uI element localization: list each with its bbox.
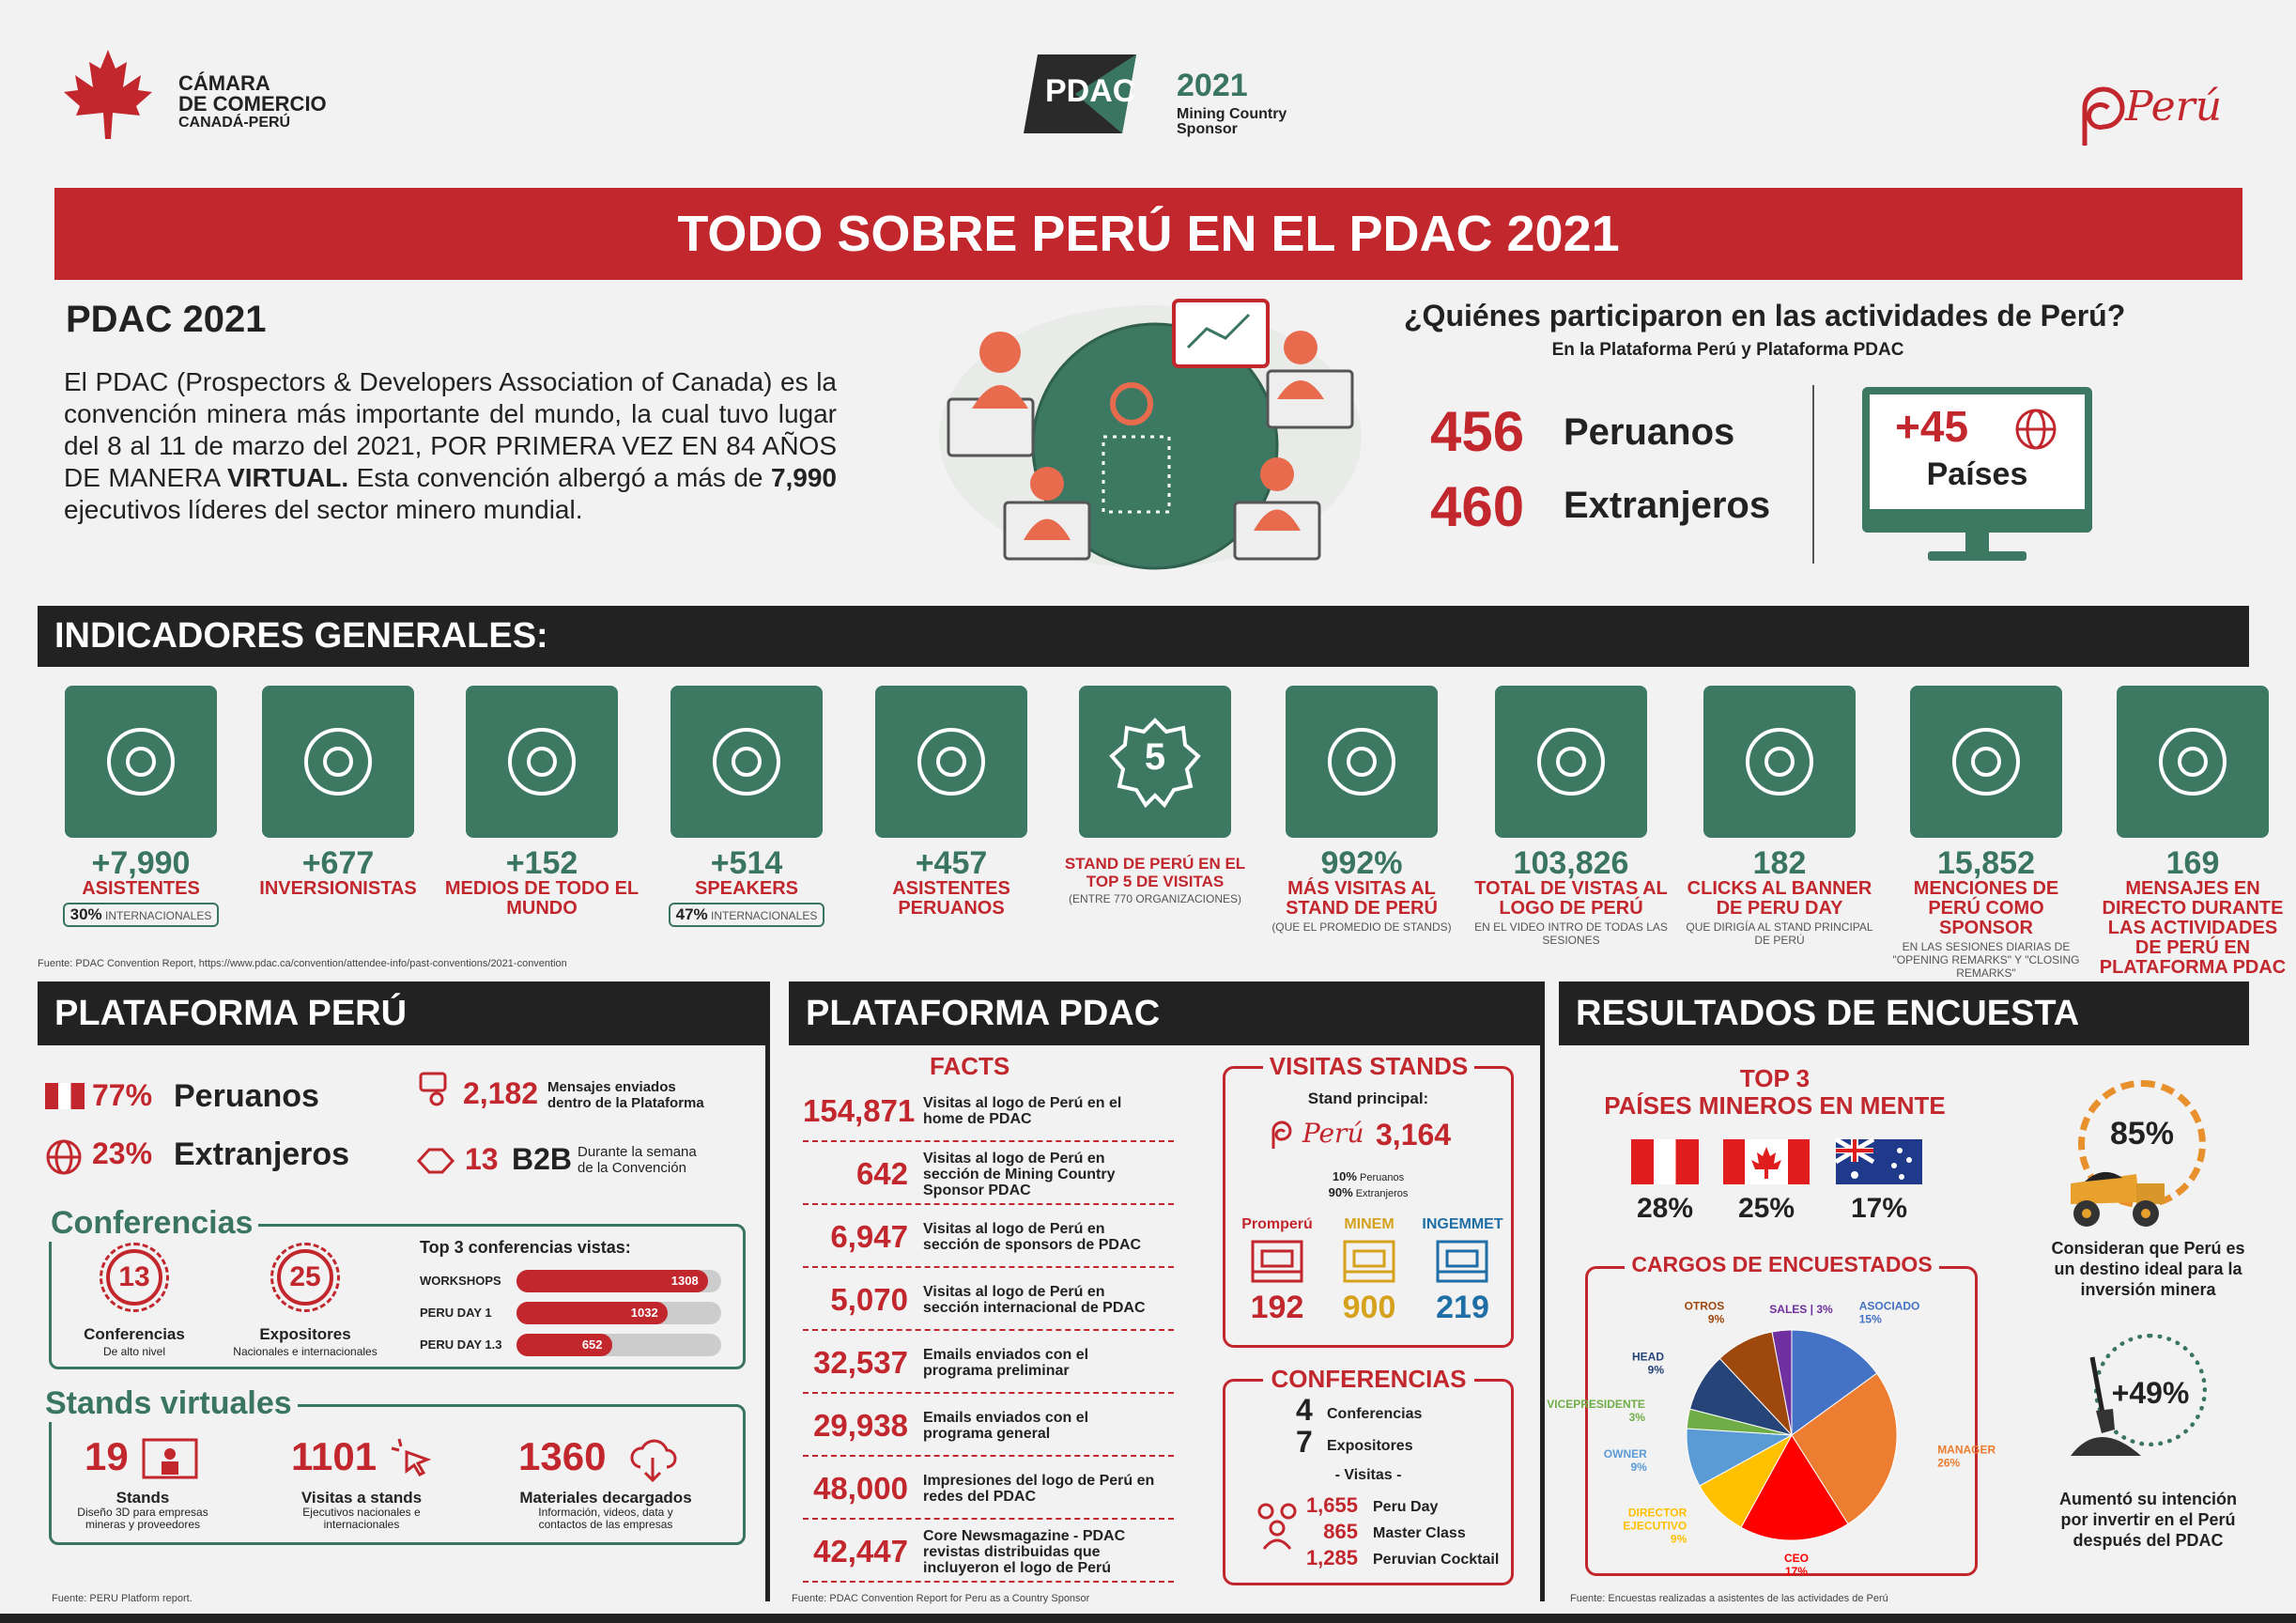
pp-b2b-label: B2B <box>512 1142 573 1176</box>
indicator-2 <box>239 686 437 899</box>
pie-label-line: DIRECTOR <box>1627 1506 1687 1520</box>
indicator-value: 15,852 <box>1937 845 2035 881</box>
indicator-4 <box>648 686 845 927</box>
indicator-value: 182 <box>1752 845 1807 881</box>
pie-label <box>1547 1398 1645 1424</box>
pdac-conf-title: CONFERENCIAS <box>1263 1365 1474 1394</box>
pie-label-line: 17% <box>1784 1564 1808 1578</box>
australia-flag-icon <box>1836 1139 1922 1184</box>
indicator-value: 992% <box>1320 845 1403 881</box>
intro-heading: PDAC 2021 <box>66 299 267 340</box>
peruanos-number: 456 <box>1430 400 1525 463</box>
paises-number: +45 <box>1895 402 1969 451</box>
pie-label-line: 9% <box>1670 1532 1687 1546</box>
indicator-label: MEDIOS DE TODO EL MUNDO <box>444 878 639 919</box>
fact-text: Core Newsmagazine - PDAC revistas distribuidas que incluyeron el logo de Perú <box>923 1527 1126 1576</box>
fact-number: 29,938 <box>813 1408 908 1443</box>
indicator-9 <box>1681 686 1878 947</box>
peru-logo <box>2071 85 2240 150</box>
indicator-label: MÁS VISITAS AL STAND DE PERÚ <box>1286 878 1438 919</box>
fact-number: 42,447 <box>813 1534 908 1569</box>
pdac-v3-number: 1,285 <box>1305 1546 1358 1569</box>
intro-p2: Esta convención albergó a más de <box>348 463 771 492</box>
indicator-label: MENSAJES EN DIRECTO DURANTE LAS ACTIVIDADES DE PERÚ EN PLATAFORMA PDAC <box>2099 878 2287 978</box>
pdac-v2-label: Master Class <box>1373 1525 1466 1541</box>
pct-peruanos-label: Peruanos <box>1360 1172 1405 1183</box>
pdac-exp-label: Expositores <box>1327 1438 1413 1454</box>
indicadores-source: Fuente: PDAC Convention Report, https://www.pdac.ca/convention/attendee-info/past-conventions/2021-convention <box>38 958 567 969</box>
indicator-label: TOTAL DE VISTAS AL LOGO DE PERÚ <box>1474 878 1668 919</box>
indicator-value: +514 <box>710 845 783 881</box>
fact-text: Visitas al logo de Perú en sección de Mining Country Sponsor PDAC <box>923 1150 1116 1198</box>
fact-text: Emails enviados con el programa preliminar <box>923 1347 1089 1379</box>
pct-australia: 17% <box>1850 1193 1908 1224</box>
indicator-value: +7,990 <box>91 845 191 881</box>
pp-st1-number: 19 <box>85 1434 129 1478</box>
intencion-label: Aumentó su intención por invertir en el Perú después del PDAC <box>2059 1490 2237 1550</box>
divider <box>765 982 770 1601</box>
plataforma-peru-title: PLATAFORMA PERÚ <box>38 982 765 1045</box>
pdac-conf-number: 4 <box>1296 1393 1313 1427</box>
peruanos-label: Peruanos <box>1564 411 1735 453</box>
cargos-title: CARGOS DE ENCUESTADOS <box>1625 1252 1939 1277</box>
indicator-10 <box>1888 686 2085 980</box>
tile-5-text: 5 <box>1144 736 1166 778</box>
pp-conf-label: Conferencias <box>84 1325 185 1343</box>
camara-line1: CÁMARA <box>178 71 270 95</box>
extranjeros-number: 460 <box>1430 475 1525 538</box>
pp-extranjeros-pct: 23% <box>92 1136 153 1170</box>
growth-chart-icon <box>1286 686 1438 838</box>
booth-icon <box>1341 1238 1397 1285</box>
pie-label-line: 3% <box>1628 1410 1645 1424</box>
indicator-6 <box>1056 686 1254 905</box>
indicator-value: +457 <box>915 845 988 881</box>
pdac-visitas-label: - Visitas - <box>1334 1467 1402 1483</box>
handshake-icon <box>416 1144 455 1176</box>
pie-label-line: SALES | 3% <box>1769 1303 1833 1316</box>
pct-peru: 28% <box>1636 1193 1694 1224</box>
pp-st2-label: Visitas a stands <box>300 1489 423 1507</box>
pie-label-line: ASOCIADO <box>1858 1299 1920 1313</box>
top3-bar <box>516 1334 721 1356</box>
fact-number: 642 <box>855 1156 908 1191</box>
fact-row <box>803 1523 1174 1583</box>
stand-promperu-number: 192 <box>1250 1290 1304 1325</box>
globe-icon <box>45 1138 83 1176</box>
pie-label <box>1623 1506 1687 1545</box>
mining-truck-icon <box>2066 1165 2169 1230</box>
stand-ingemmet-label: INGEMMET <box>1422 1216 1503 1232</box>
top3-name: WORKSHOPS <box>420 1274 501 1288</box>
indicator-label: MENCIONES DE PERÚ COMO SPONSOR <box>1913 878 2059 938</box>
fact-row <box>803 1208 1174 1268</box>
peru-map-icon <box>875 686 1027 838</box>
fact-number: 6,947 <box>830 1219 908 1254</box>
paises-label: Países <box>1926 456 2028 492</box>
pp-b2b-l1: Durante la semana <box>578 1144 697 1160</box>
pie-label-line: 9% <box>1707 1312 1725 1326</box>
pct-peruanos <box>1223 1169 1514 1183</box>
pie-label-line: 9% <box>1647 1363 1665 1377</box>
pdac-exp-number: 7 <box>1296 1425 1313 1459</box>
pdac-sponsor1: Mining Country <box>1177 106 1287 122</box>
pie-label-line: CEO <box>1783 1551 1809 1565</box>
top3-name: PERU DAY 1 <box>420 1306 492 1320</box>
pie-label <box>1769 1303 1833 1316</box>
pp-conf-number: 13 <box>118 1261 150 1292</box>
pie-label-line: VICEPRESIDENTE <box>1547 1397 1645 1411</box>
fact-text: Impresiones del logo de Perú en redes del PDAC <box>923 1473 1155 1505</box>
speakers-icon <box>670 686 823 838</box>
pp-st1-label: Stands <box>116 1489 170 1507</box>
top3-bar-fill: 1308 <box>516 1270 708 1292</box>
camara-logo <box>61 45 362 144</box>
pie-label-line: OTROS <box>1684 1299 1725 1313</box>
cloud-download-icon <box>627 1437 678 1484</box>
pp-exp-sub: Nacionales e internacionales <box>233 1345 378 1358</box>
virtual-meeting-illustration <box>930 296 1371 582</box>
indicator-pill <box>63 903 220 927</box>
indicator-label: CLICKS AL BANNER DE PERU DAY <box>1687 878 1872 919</box>
indicator-11 <box>2094 686 2291 978</box>
fact-number: 154,871 <box>803 1093 916 1128</box>
pill-label: INTERNACIONALES <box>707 909 818 922</box>
fact-number: 5,070 <box>830 1282 908 1317</box>
peru-spiral-icon <box>1268 1121 1294 1151</box>
monitor-icon <box>1862 387 2092 561</box>
top3-bar <box>516 1302 721 1324</box>
pill-label: INTERNACIONALES <box>101 909 212 922</box>
intro-ejecutivos: 7,990 <box>770 463 838 492</box>
extranjeros-label: Extranjeros <box>1564 485 1771 526</box>
pdac-conf-label: Conferencias <box>1327 1406 1423 1422</box>
stand-presenter-icon <box>141 1437 199 1482</box>
pp-conf-sub: De alto nivel <box>102 1345 166 1358</box>
pp-mensajes-number: 2,182 <box>463 1076 539 1110</box>
fact-text: Emails enviados con el programa general <box>923 1410 1089 1442</box>
pp-top3-title: Top 3 conferencias vistas: <box>420 1238 631 1257</box>
participants-sub: En la Plataforma Perú y Plataforma PDAC <box>1551 340 1904 360</box>
indicator-label: SPEAKERS <box>694 878 799 899</box>
pdac-year: 2021 <box>1177 68 1248 103</box>
fact-number: 48,000 <box>813 1471 908 1506</box>
fact-text: Visitas al logo de Perú en sección de sponsors de PDAC <box>923 1221 1142 1253</box>
fact-number: 32,537 <box>813 1345 908 1380</box>
indicator-label: STAND DE PERÚ EN EL TOP 5 DE VISITAS <box>1064 855 1246 890</box>
top3-bar <box>516 1270 721 1292</box>
indicator-label: INVERSIONISTAS <box>259 878 417 899</box>
indicator-8 <box>1472 686 1670 947</box>
pct-peruanos-value: 10% <box>1332 1169 1357 1183</box>
stand-ingemmet-number: 219 <box>1436 1290 1489 1325</box>
pct-canada: 25% <box>1737 1193 1795 1224</box>
canada-flag-icon <box>1723 1139 1810 1184</box>
peru-flag-icon <box>45 1083 85 1109</box>
pie-label <box>1937 1444 1996 1470</box>
stand-principal-number: 3,164 <box>1376 1118 1452 1152</box>
chat-icon <box>418 1071 454 1110</box>
media-icon <box>466 686 618 838</box>
indicator-value: +152 <box>505 845 578 881</box>
globe-network-icon <box>65 686 217 838</box>
encuesta-title: RESULTADOS DE ENCUESTA <box>1559 982 2249 1045</box>
visitas-stands-title: VISITAS STANDS <box>1263 1052 1474 1081</box>
pie-label-line: EJECUTIVO <box>1623 1519 1687 1533</box>
pp-stands-title: Stands virtuales <box>39 1385 298 1422</box>
pp-exp-number: 25 <box>289 1261 321 1292</box>
pp-peruanos-label: Peruanos <box>174 1078 319 1114</box>
pie-label-line: MANAGER <box>1937 1443 1996 1457</box>
pie-label <box>1784 1552 1809 1578</box>
fact-text: Visitas al logo de Perú en sección internacional de PDAC <box>923 1284 1146 1316</box>
fact-text: Visitas al logo de Perú en el home de PDAC <box>923 1095 1122 1127</box>
pp-conf-title: Conferencias <box>45 1205 258 1242</box>
pie-label-line: 9% <box>1630 1460 1647 1474</box>
pdac-v3-label: Peruvian Cocktail <box>1373 1552 1500 1568</box>
top3-name: PERU DAY 1.3 <box>420 1337 502 1352</box>
intro-virtual: VIRTUAL. <box>227 463 349 492</box>
camara-line3: CANADÁ-PERÚ <box>178 115 291 131</box>
pp-mensajes-l1: Mensajes enviados <box>547 1079 676 1095</box>
pp-b2b-l2: de la Convención <box>578 1160 686 1176</box>
encuesta-source: Fuente: Encuestas realizadas a asistentes de las actividades de Perú <box>1570 1593 1888 1604</box>
fact-row <box>803 1460 1174 1520</box>
booth-icon <box>1249 1238 1305 1285</box>
facts-title: FACTS <box>930 1052 1010 1080</box>
indicator-value: 169 <box>2165 845 2220 881</box>
booth-icon <box>1434 1238 1490 1285</box>
peru-logo-small-text: Perú <box>1302 1118 1364 1149</box>
camara-line2: DE COMERCIO <box>178 92 327 116</box>
pdac-sponsor2: Sponsor <box>1177 121 1238 137</box>
indicadores-title: INDICADORES GENERALES: <box>38 606 2249 667</box>
top3-title1: TOP 3 <box>1739 1064 1811 1092</box>
stand-principal-label: Stand principal: <box>1307 1090 1429 1107</box>
fact-row <box>803 1334 1174 1394</box>
pp-st3-label: Materiales decargados <box>519 1489 692 1507</box>
pie-label-line: 26% <box>1937 1456 1961 1470</box>
pill-value: 47% <box>675 905 708 923</box>
indicator-5 <box>853 686 1050 919</box>
ideal-pct: 85% <box>2109 1116 2175 1152</box>
pct-extranjeros-value: 90% <box>1328 1185 1353 1199</box>
indicator-note: (QUE EL PROMEDIO DE STANDS) <box>1271 920 1452 934</box>
intro-text <box>64 366 837 526</box>
indicator-7 <box>1263 686 1460 934</box>
fact-row <box>803 1271 1174 1331</box>
top3-bar-fill: 652 <box>516 1334 612 1356</box>
indicator-pill <box>669 903 825 927</box>
pie-label <box>1859 1299 1920 1325</box>
main-title: TODO SOBRE PERÚ EN EL PDAC 2021 <box>54 188 2242 280</box>
plataforma-pdac-source: Fuente: PDAC Convention Report for Peru as a Country Sponsor <box>792 1593 1090 1604</box>
peru-logo-text: Perú <box>2125 83 2223 131</box>
pdac-logo-text: PDAC <box>1045 73 1136 109</box>
indicator-value: +677 <box>301 845 375 881</box>
divider <box>1540 982 1545 1601</box>
bottom-bar <box>0 1614 2296 1623</box>
cursor-click-icon <box>390 1435 433 1478</box>
intro-p3: ejecutivos líderes del sector minero mundial. <box>64 495 583 524</box>
pie-label-line: OWNER <box>1603 1446 1647 1461</box>
stand-promperu-label: Promperú <box>1241 1216 1313 1232</box>
indicator-note: EN LAS SESIONES DIARIAS DE "OPENING REMARKS" Y "CLOSING REMARKS" <box>1892 940 2080 980</box>
indicator-note: EN EL VIDEO INTRO DE TODAS LAS SESIONES <box>1474 920 1668 947</box>
pill-value: 30% <box>69 905 102 923</box>
pie-label-line: HEAD <box>1631 1350 1665 1364</box>
pp-st3-sub: Información, videos, data y contactos de las empresas <box>538 1506 673 1531</box>
divider <box>1812 385 1814 564</box>
pct-extranjeros-label: Extranjeros <box>1355 1188 1409 1199</box>
investors-icon <box>262 686 414 838</box>
maple-leaf-icon <box>61 45 155 144</box>
mining-shovel-icon <box>2066 1352 2160 1461</box>
pdac-v1-label: Peru Day <box>1373 1499 1439 1515</box>
globe-icon <box>2014 408 2057 451</box>
network-user-icon <box>2117 686 2269 838</box>
plataforma-pdac-title: PLATAFORMA PDAC <box>789 982 1540 1045</box>
ideal-label: Consideran que Perú es un destino ideal para la inversión minera <box>2051 1239 2245 1299</box>
indicator-1 <box>42 686 239 927</box>
top3-title2: PAÍSES MINEROS EN MENTE <box>1604 1091 1946 1120</box>
indicator-note: (ENTRE 770 ORGANIZACIONES) <box>1068 892 1242 905</box>
peru-logo-small <box>1268 1118 1364 1151</box>
pie-label <box>1632 1351 1664 1377</box>
stand-minem-number: 900 <box>1342 1290 1396 1325</box>
indicator-label: ASISTENTES PERUANOS <box>892 878 1010 919</box>
top3-bar-fill: 1032 <box>516 1302 668 1324</box>
indicator-value: 103,826 <box>1513 845 1629 881</box>
pie-label <box>1604 1447 1647 1474</box>
pdac-v1-number: 1,655 <box>1305 1493 1358 1517</box>
peru-logo-icon <box>1495 686 1647 838</box>
indicator-3 <box>443 686 640 919</box>
pp-extranjeros-label: Extranjeros <box>174 1136 350 1172</box>
plataforma-peru-source: Fuente: PERU Platform report. <box>52 1593 193 1604</box>
badge-5-icon <box>1079 686 1231 838</box>
pp-st1-sub: Diseño 3D para empresas mineras y proveedores <box>77 1506 208 1531</box>
pp-st3-number: 1360 <box>518 1434 607 1478</box>
peru-spiral-icon <box>2071 85 2127 150</box>
fact-row <box>803 1145 1174 1205</box>
intro-p1: El PDAC (Prospectors & Developers Association of Canada) es la convención minera más importante del mundo, la cual tuvo lugar del 8 al 11 de marzo del 2021, POR PRIMERA VEZ EN 84 AÑOS DE MANERA <box>64 367 837 492</box>
indicator-label: ASISTENTES <box>82 878 200 899</box>
pp-exp-label: Expositores <box>259 1325 351 1343</box>
pdac-v2-number: 865 <box>1323 1520 1358 1543</box>
intencion-pct: +49% <box>2111 1376 2190 1410</box>
pdac-logo <box>1019 47 1319 141</box>
cargos-pie-chart <box>1547 1266 1996 1578</box>
target-icon <box>1910 686 2062 838</box>
participants-question: ¿Quiénes participaron en las actividades de Perú? <box>1404 299 2126 332</box>
fact-row <box>803 1082 1174 1142</box>
fact-row <box>803 1397 1174 1457</box>
stand-minem-label: MINEM <box>1344 1216 1395 1232</box>
pie-label-line: 15% <box>1858 1312 1882 1326</box>
pct-extranjeros <box>1223 1185 1514 1199</box>
pp-b2b-number: 13 <box>465 1142 499 1176</box>
click-icon <box>1703 686 1856 838</box>
pp-st2-number: 1101 <box>291 1434 378 1478</box>
peru-flag-icon <box>1631 1139 1699 1184</box>
pp-st2-sub: Ejecutivos nacionales e internacionales <box>302 1506 421 1531</box>
indicator-note: QUE DIRIGÍA AL STAND PRINCIPAL DE PERÚ <box>1686 920 1873 947</box>
pp-mensajes-l2: dentro de la Plataforma <box>547 1095 704 1111</box>
pp-peruanos-pct: 77% <box>92 1078 153 1112</box>
pie-label <box>1685 1299 1725 1325</box>
